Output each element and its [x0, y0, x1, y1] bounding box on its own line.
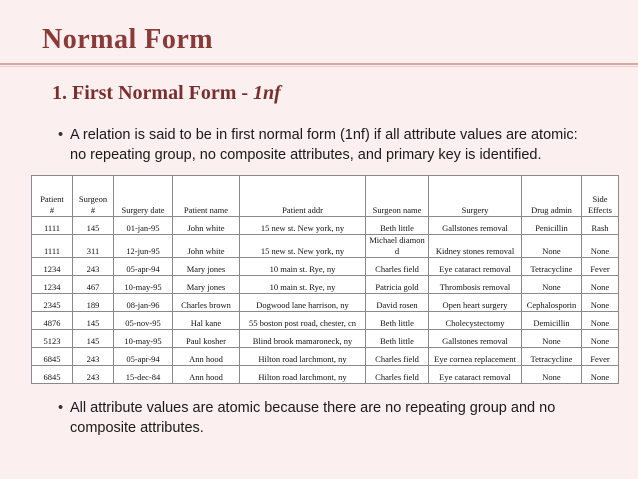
table-cell: 2345	[32, 294, 73, 312]
table-cell: 243	[73, 258, 114, 276]
table-cell: 311	[73, 235, 114, 258]
table-cell: 145	[73, 312, 114, 330]
column-header-text: #	[49, 205, 55, 215]
table-cell: None	[522, 276, 582, 294]
table-cell: Thrombosis removal	[429, 276, 522, 294]
column-header-text: Drug admin	[531, 205, 572, 215]
table-cell: 12-jun-95	[114, 235, 173, 258]
table-cell: 4876	[32, 312, 73, 330]
table-cell: David rosen	[366, 294, 429, 312]
column-header-text: Patient addr	[282, 205, 323, 215]
table-row	[32, 312, 619, 330]
table-cell: 1234	[32, 258, 73, 276]
table-cell: Fever	[582, 258, 619, 276]
table-cell: Charles brown	[173, 294, 240, 312]
table-cell: Dogwood lane harrison, ny	[240, 294, 366, 312]
table-cell: Charles field	[366, 258, 429, 276]
table-cell: 10 main st. Rye, ny	[240, 258, 366, 276]
column-header-text: Patient name	[183, 205, 229, 215]
table-cell: None	[582, 366, 619, 384]
table-cell: Hal kane	[173, 312, 240, 330]
bullet-conclusion-line2: composite attributes.	[70, 420, 204, 436]
table-row	[32, 330, 619, 348]
table-cell: Demicillin	[522, 312, 582, 330]
table-cell: 1234	[32, 276, 73, 294]
column-header	[366, 176, 429, 217]
table-cell: 10-may-95	[114, 330, 173, 348]
table-cell: Charles field	[366, 348, 429, 366]
column-header	[240, 176, 366, 217]
table-cell: Beth little	[366, 330, 429, 348]
table-cell: 15 new st. New york, ny	[240, 235, 366, 258]
table-cell: Gallstones removal	[429, 330, 522, 348]
table-cell: Blind brook mamaroneck, ny	[240, 330, 366, 348]
table-row	[32, 235, 619, 258]
table-cell: Cephalosporin	[522, 294, 582, 312]
bullet-definition	[58, 125, 618, 165]
table-row	[32, 348, 619, 366]
table-cell: Mary jones	[173, 276, 240, 294]
table-cell: Patricia gold	[366, 276, 429, 294]
table-cell: 08-jan-96	[114, 294, 173, 312]
column-header-text: Surgeon	[78, 194, 108, 204]
bullet-conclusion	[58, 398, 618, 438]
table-cell: Paul kosher	[173, 330, 240, 348]
table-cell: 01-jan-95	[114, 217, 173, 235]
table-cell: None	[582, 294, 619, 312]
table-cell: 5123	[32, 330, 73, 348]
column-header-text: #	[90, 205, 96, 215]
table-cell: None	[522, 366, 582, 384]
column-header-text: Surgeon name	[372, 205, 422, 215]
table-cell: None	[582, 276, 619, 294]
table-cell: Tetracycline	[522, 348, 582, 366]
column-header-text: Surgery	[461, 205, 489, 215]
table-cell: Charles field	[366, 366, 429, 384]
table-cell: Rash	[582, 217, 619, 235]
table-cell: Hilton road larchmont, ny	[240, 366, 366, 384]
bullet-definition-line2: no repeating group, no composite attributes, and primary key is identified.	[70, 147, 542, 163]
table-cell: 243	[73, 366, 114, 384]
table-row	[32, 217, 619, 235]
table-cell: Beth little	[366, 217, 429, 235]
column-header-text: Surgery date	[121, 205, 165, 215]
column-header	[32, 176, 73, 217]
table-cell: 145	[73, 330, 114, 348]
column-header-text: Patient	[40, 194, 64, 204]
table-cell: Ann hood	[173, 348, 240, 366]
section-heading-emphasis: 1nf	[253, 82, 281, 104]
bullet-conclusion-line1: All attribute values are atomic because there are no repeating group and no	[70, 400, 556, 416]
section-heading-text: 1. First Normal Form -	[52, 82, 254, 104]
table-cell: None	[522, 330, 582, 348]
table-cell: 05-nov-95	[114, 312, 173, 330]
table-cell: Michael diamon d	[366, 235, 429, 258]
table-cell: Gallstones removal	[429, 217, 522, 235]
table-cell: 467	[73, 276, 114, 294]
table-row	[32, 276, 619, 294]
patient-surgery-table	[31, 175, 619, 384]
table-row	[32, 366, 619, 384]
table-cell: Hilton road larchmont, ny	[240, 348, 366, 366]
table-cell: Eye cornea replacement	[429, 348, 522, 366]
table-cell: Eye cataract removal	[429, 366, 522, 384]
table-cell: 189	[73, 294, 114, 312]
table-cell: None	[582, 235, 619, 258]
table-cell: 6845	[32, 366, 73, 384]
table-cell: 243	[73, 348, 114, 366]
table-cell: Open heart surgery	[429, 294, 522, 312]
table-cell: None	[582, 312, 619, 330]
table-cell: 05-apr-94	[114, 258, 173, 276]
slide-title: Normal Form	[42, 24, 214, 55]
table-cell: Ann hood	[173, 366, 240, 384]
column-header-text: Side	[592, 194, 608, 204]
table-cell: 6845	[32, 348, 73, 366]
table-cell: Tetracycline	[522, 258, 582, 276]
column-header-text: Effects	[588, 205, 612, 215]
table-cell: 15-dec-84	[114, 366, 173, 384]
table-cell: 10-may-95	[114, 276, 173, 294]
table-cell: 05-apr-94	[114, 348, 173, 366]
table-cell: 1111	[32, 217, 73, 235]
table-row	[32, 258, 619, 276]
bullet-dot-icon: •	[58, 127, 64, 143]
column-header	[522, 176, 582, 217]
table-header-row	[32, 176, 619, 217]
table-cell: Beth little	[366, 312, 429, 330]
table-body	[32, 217, 619, 384]
table-cell: None	[582, 330, 619, 348]
table-cell: 145	[73, 217, 114, 235]
table-cell: Cholecystectomy	[429, 312, 522, 330]
table-cell: 10 main st. Rye, ny	[240, 276, 366, 294]
column-header	[582, 176, 619, 217]
table-cell: John white	[173, 217, 240, 235]
table-cell: Fever	[582, 348, 619, 366]
bullet-definition-line1: A relation is said to be in first normal form (1nf) if all attribute values are atomic:	[70, 127, 578, 143]
table-cell: Eye cataract removal	[429, 258, 522, 276]
column-header	[173, 176, 240, 217]
table-row	[32, 294, 619, 312]
table-cell: None	[522, 235, 582, 258]
column-header	[73, 176, 114, 217]
table-cell: Penicillin	[522, 217, 582, 235]
table-cell: John white	[173, 235, 240, 258]
table-cell: 55 boston post road, chester, cn	[240, 312, 366, 330]
slide-header	[0, 0, 638, 60]
table-cell: 1111	[32, 235, 73, 258]
table-cell: Kidney stones removal	[429, 235, 522, 258]
column-header	[429, 176, 522, 217]
header-divider-accent	[0, 66, 638, 67]
column-header	[114, 176, 173, 217]
table-cell: Mary jones	[173, 258, 240, 276]
bullet-dot-icon: •	[58, 400, 64, 416]
header-divider	[0, 63, 638, 65]
table-cell: 15 new st. New york, ny	[240, 217, 366, 235]
section-heading	[52, 82, 281, 105]
